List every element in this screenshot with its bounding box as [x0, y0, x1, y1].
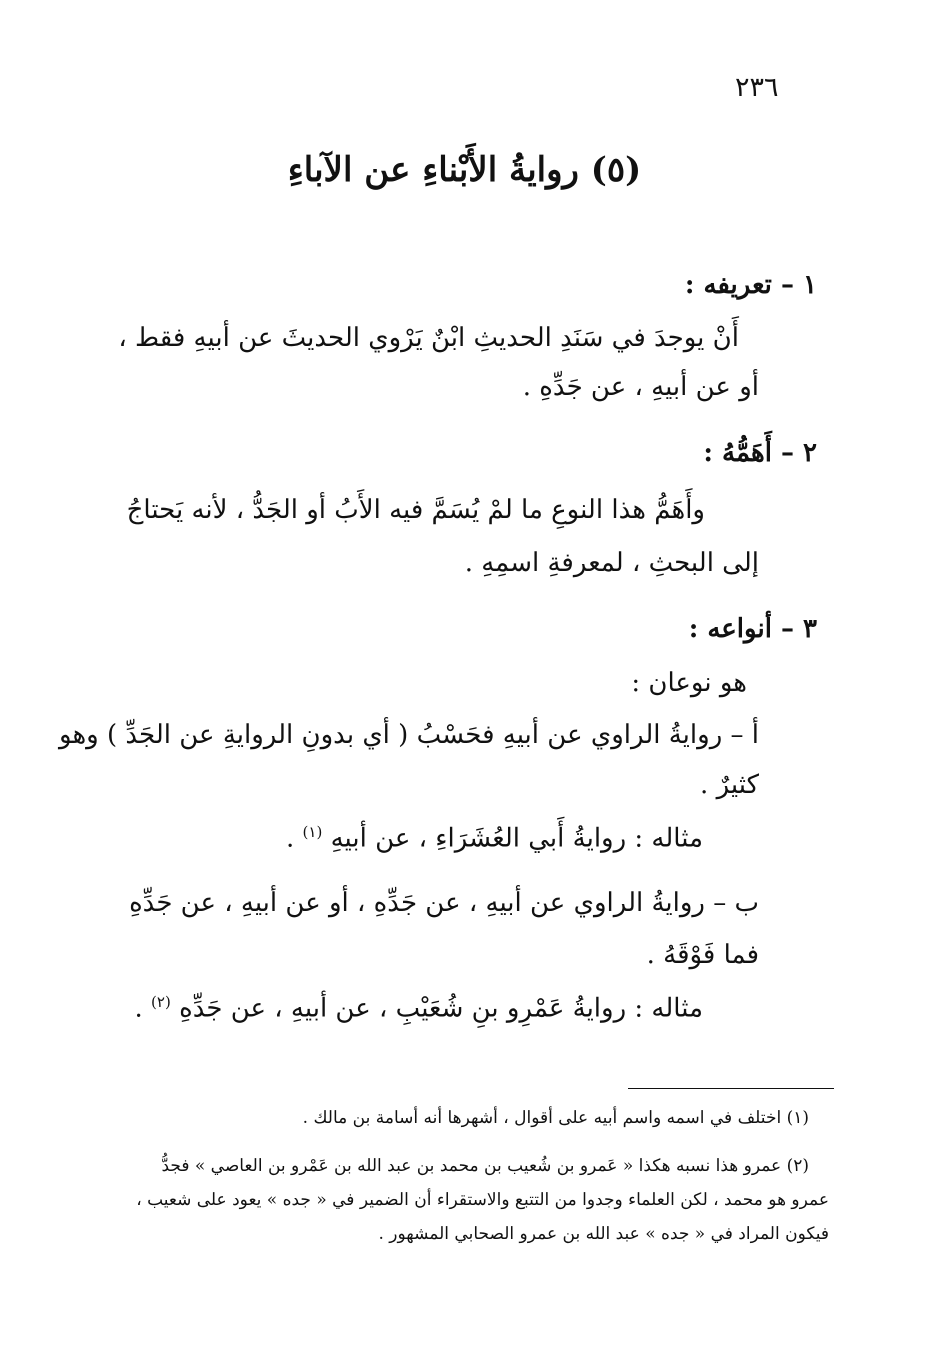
page-title: (٥) روايةُ الأَبْناءِ عن الآباءِ: [287, 150, 642, 190]
importance-line-1: وأَهَمُّ هذا النوعِ ما لمْ يُسَمَّ فيه الأَبُ أو الجَدُّ ، لأنه يَحتاجُ: [126, 495, 705, 525]
footnote-ref-2: (٢): [151, 993, 171, 1011]
footnote-2-line-1: (٢) عمرو هذا نسبه هكذا « عَمرو بن شُعيب بن محمد بن عبد الله بن عَمْرو بن العاصي » فجدُّ: [161, 1156, 809, 1176]
definition-line-1: أَنْ يوجدَ في سَنَدِ الحديثِ ابْنٌ يَرْوي الحديثَ عن أبيهِ فقط ،: [118, 323, 739, 353]
type-a-example-text: مثاله : روايةُ أَبي العُشَرَاءِ ، عن أبيهِ: [330, 823, 703, 854]
footnote-1: (١) اختلف في اسمه واسم أبيه على أقوال ، أشهرها أنه أسامة بن مالك .: [302, 1108, 809, 1128]
type-b-line-1: ب – روايةُ الراوي عن أبيهِ ، عن جَدِّهِ ، أو عن أبيهِ ، عن جَدِّهِ: [129, 888, 759, 918]
type-a-example: [286, 823, 703, 854]
type-a-line-1: أ – روايةُ الراوي عن أبيهِ فحَسْبُ ( أي بدونِ الروايةِ عن الجَدِّ ) وهو: [59, 720, 759, 750]
section-heading-types: ٣ – أنواعه :: [688, 614, 817, 644]
footnote-2-line-2: عمرو هو محمد ، لكن العلماء وجدوا من التتبع والاستقراء أن الضمير في « جده » يعود على شعيب ،: [136, 1190, 829, 1210]
type-a-line-2: كثيرٌ .: [700, 770, 759, 800]
page-number: ٢٣٦: [735, 72, 779, 103]
types-intro: هو نوعان :: [631, 668, 747, 698]
importance-line-2: إلى البحثِ ، لمعرفةِ اسمِهِ .: [464, 548, 759, 578]
section-heading-importance: ٢ – أَهَمُّهُ :: [703, 438, 817, 468]
type-b-example: [135, 993, 703, 1024]
definition-line-2: أو عن أبيهِ ، عن جَدِّهِ .: [522, 372, 759, 402]
footnote-2-line-3: فيكون المراد في « جده » عبد الله بن عمرو الصحابي المشهور .: [378, 1224, 829, 1244]
footnote-separator: [628, 1088, 834, 1089]
footnote-ref-1: (١): [302, 823, 323, 841]
type-b-example-text: مثاله : روايةُ عَمْرِو بنِ شُعَيْبِ ، عن أبيهِ ، عن جَدِّهِ: [179, 993, 703, 1024]
period: .: [134, 993, 143, 1024]
type-b-line-2: فما فَوْقَهُ .: [646, 940, 759, 970]
period: .: [285, 823, 295, 854]
section-heading-definition: ١ – تعريفه :: [684, 270, 817, 300]
